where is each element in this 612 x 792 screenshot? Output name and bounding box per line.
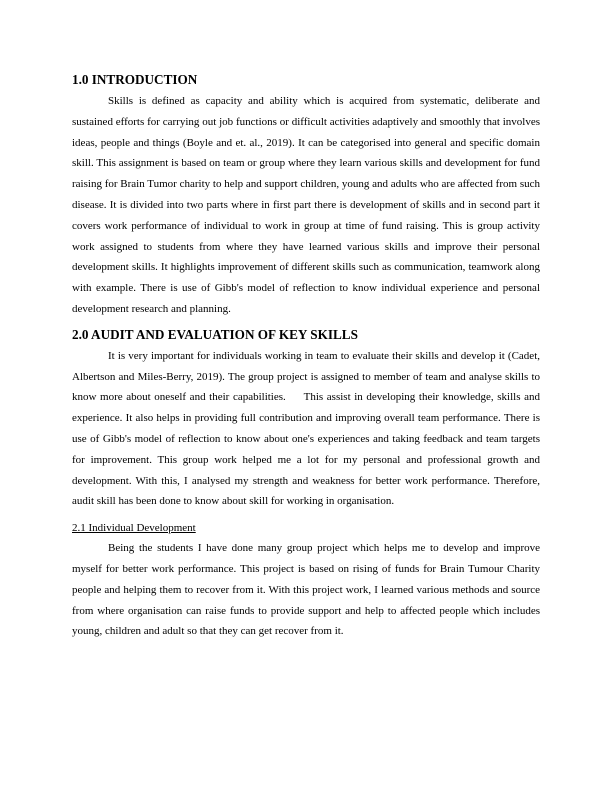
subsection-heading-individual-development: 2.1 Individual Development xyxy=(72,522,196,535)
individual-development-paragraph: Being the students I have done many group project which helps me to develop and improve myself for better work performance. This project is based on rising of funds for Brain Tumour Charity people and helping them to recover from it. With this project work, I learned various methods and source from where organisation can raise funds to provide support and help to affected people which includes young, children and adult so that they can get recover from it. xyxy=(72,542,540,638)
document-page xyxy=(72,71,543,642)
introduction-paragraph: Skills is defined as capacity and ability which is acquired from systematic, deliberate and sustained efforts for carrying out job functions or difficult activities adaptively and smoothly that involves ideas, people and things (Boyle and et. al., 2019). It can be categorised into general and specific domain skill. This assignment is based on team or group where they learn various skills and development for fund raising for Brain Tumor charity to help and support children, young and adults who are affected from such disease. It is divided into two parts where in first part there is development of skills and in second part it covers work performance of individual to work in group at time of fund raising. This is group activity work assigned to students from where they have learned various skills and improve their personal development skills. It highlights improvement of different skills such as communication, teamwork along with example. There is use of Gibb's model of reflection to know individual experience and personal development research and planning. xyxy=(72,95,540,315)
section-heading-audit-evaluation: 2.0 AUDIT AND EVALUATION OF KEY SKILLS xyxy=(72,326,358,342)
audit-evaluation-paragraph: It is very important for individuals working in team to evaluate their skills and develop it (Cadet, Albertson and Miles-Berry, 2019). The group project is assigned to member of team and analyse skills to know more about oneself and their capabilities. This assist in developing their knowledge, skills and experience. It also helps in providing full contribution and improving overall team performance. There is use of Gibb's model of reflection to know about one's experiences and taking feedback and team targets for improvement. This group work helped me a lot for my personal and professional growth and development. With this, I analysed my strength and weakness for better work performance. Therefore, audit skill has been done to know about skill for working in organisation. xyxy=(72,349,543,508)
section-heading-introduction: 1.0 INTRODUCTION xyxy=(72,72,198,87)
